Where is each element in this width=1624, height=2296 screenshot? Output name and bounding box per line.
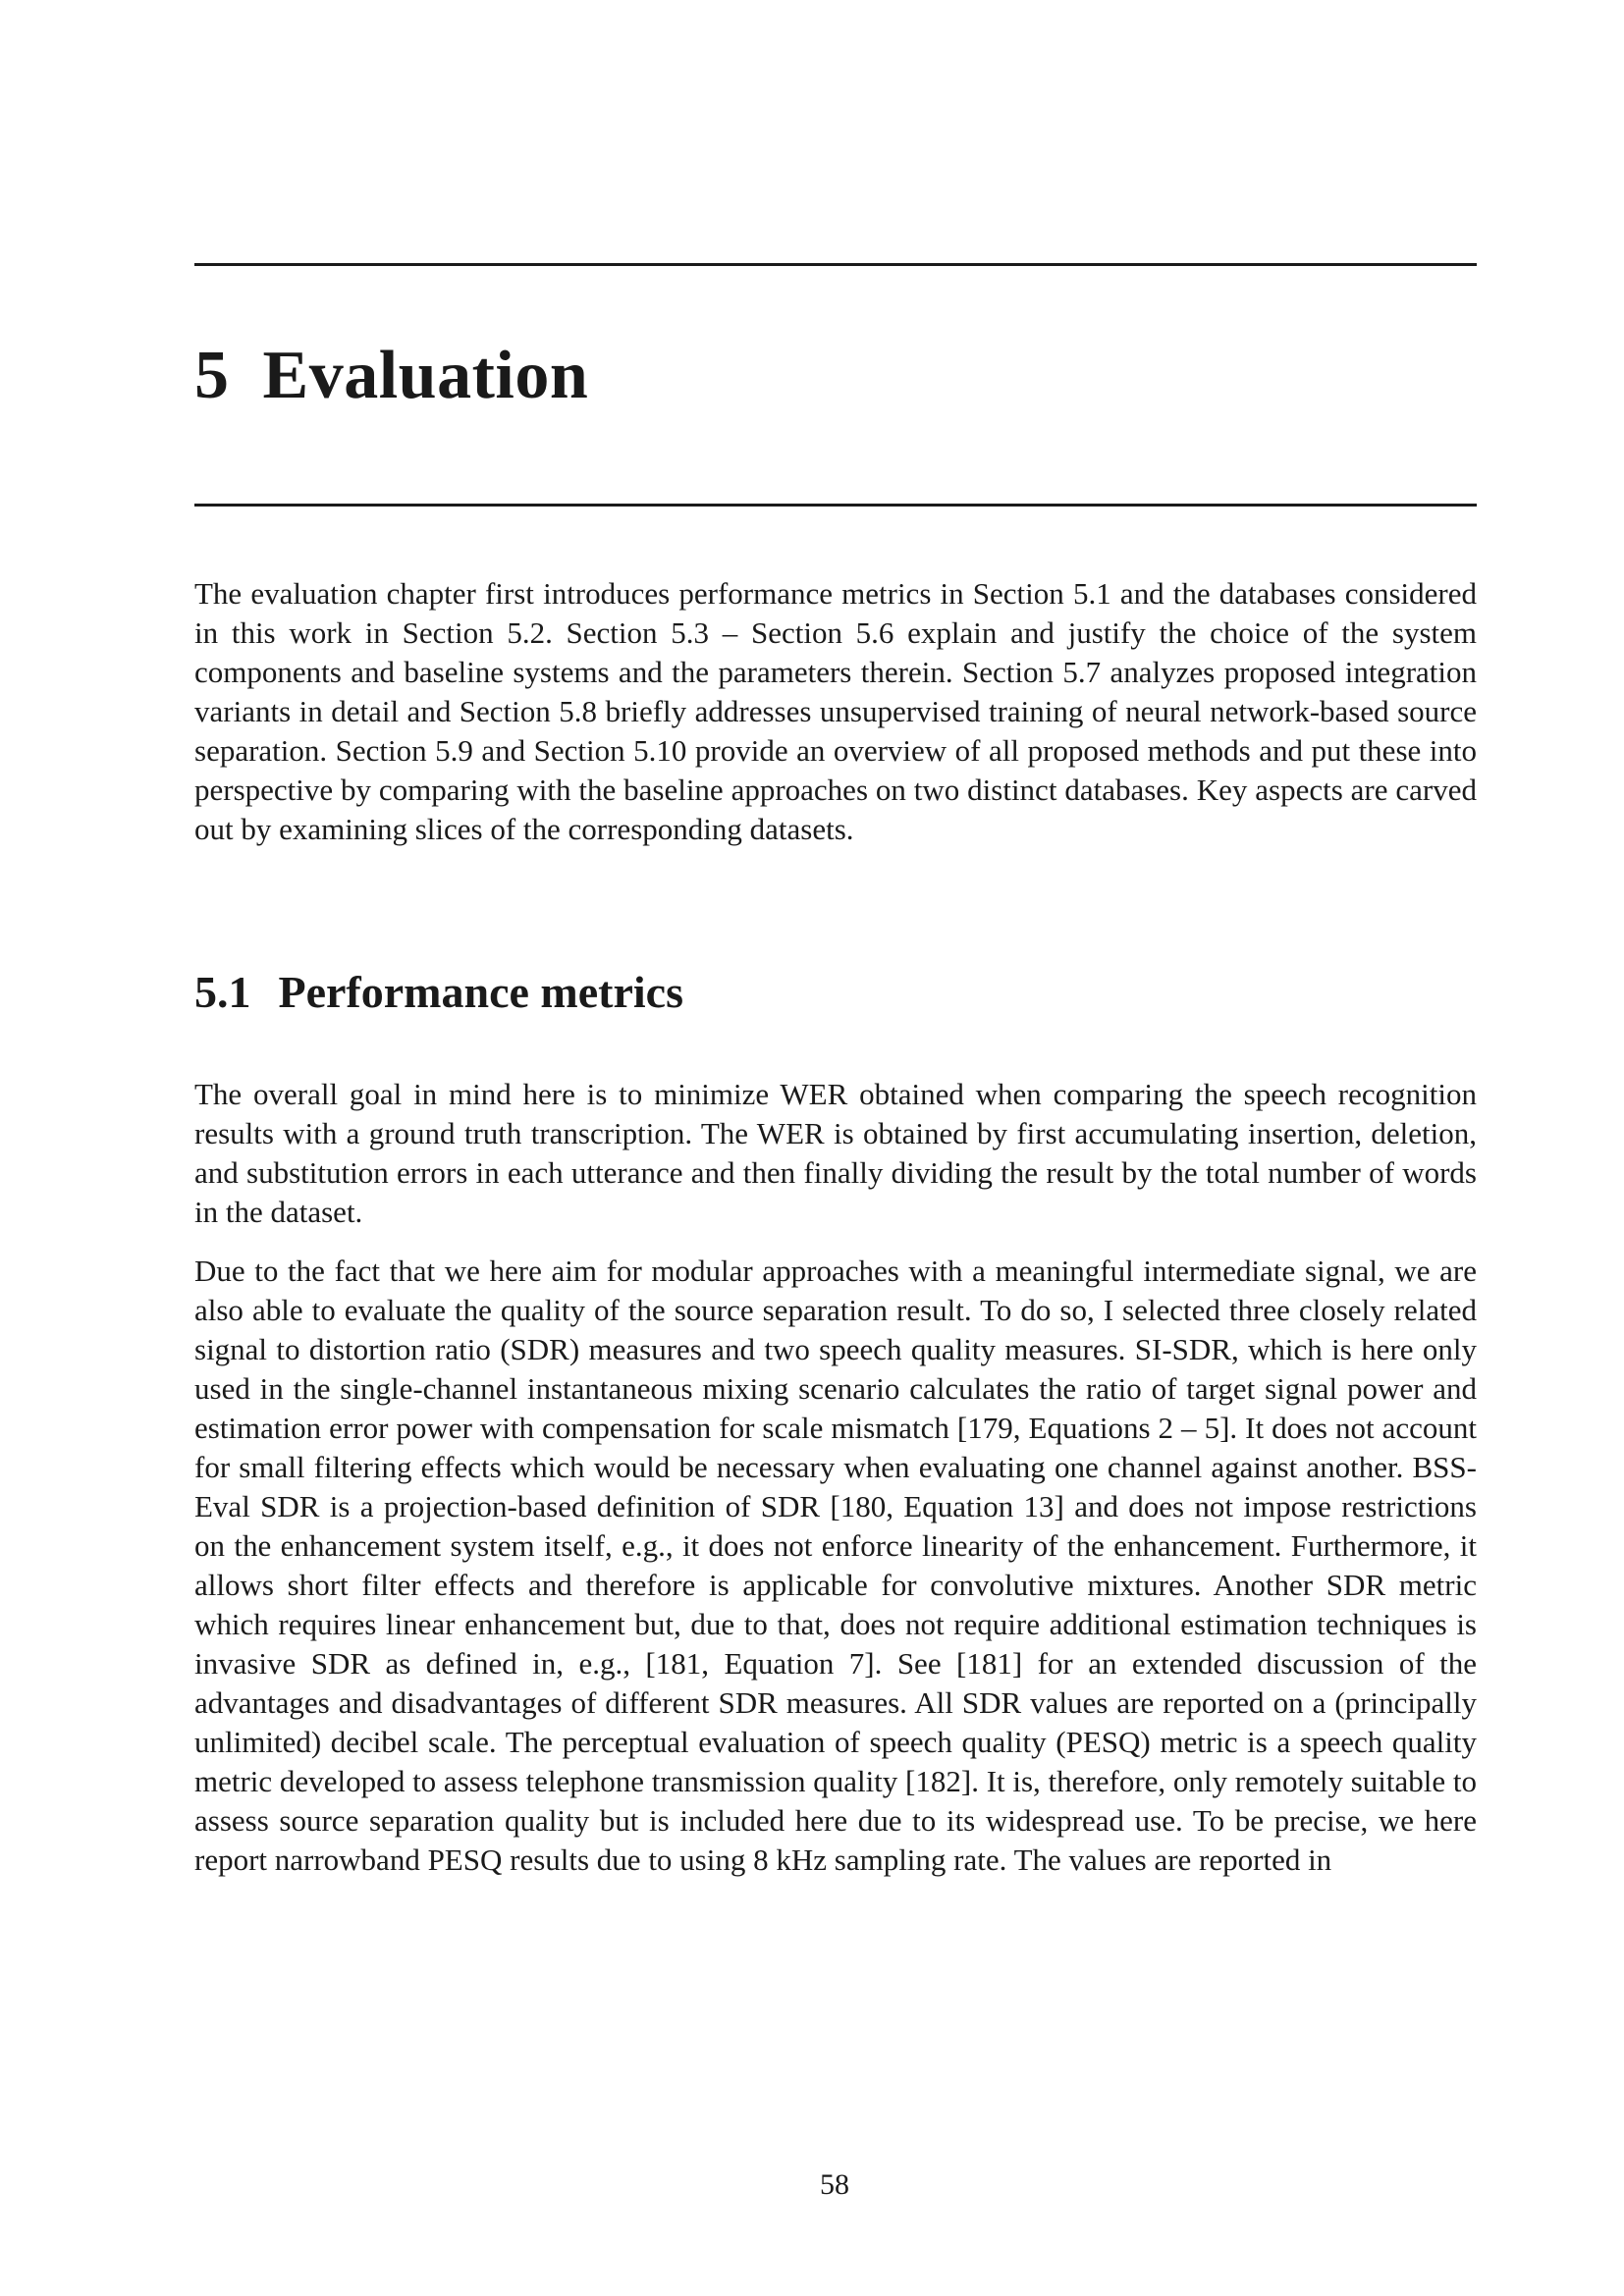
section-number: 5.1 — [194, 967, 251, 1017]
page-number: 58 — [820, 2168, 849, 2201]
chapter-top-rule — [194, 263, 1477, 266]
metrics-paragraph-wer: The overall goal in mind here is to minimize WER obtained when comparing the speech recognition results with a ground truth transcription. The WER is obtained by first accumulating insertion, deletion, and substitution errors in each utterance and then finally dividing the result by the total number of words in the dataset. — [194, 1077, 1477, 1229]
section-title-text: Performance metrics — [278, 967, 683, 1017]
metrics-paragraph-sdr: Due to the fact that we here aim for modular approaches with a meaningful intermediate signal, we are also able to evaluate the quality of the source separation result. To do so, I selected three closely related signal to distortion ratio (SDR) measures and two speech quality measures. SI-SDR, which is here only used in the single-channel instantaneous mixing scenario calculates the ratio of target signal power and estimation error power with compensation for scale mismatch [179, Equations 2 – 5]. It does not account for small filtering effects which would be necessary when evaluating one channel against another. BSS-Eval SDR is a projection-based definition of SDR [180, Equation 13] and does not impose restrictions on the enhancement system itself, e.g., it does not enforce linearity of the enhancement. Furthermore, it allows short filter effects and therefore is applicable for convolutive mixtures. Another SDR metric which requires linear enhancement but, due to that, does not require additional estimation techniques is invasive SDR as defined in, e.g., [181, Equation 7]. See [181] for an extended discussion of the advantages and disadvantages of different SDR measures. All SDR values are reported on a (principally unlimited) decibel scale. The perceptual evaluation of speech quality (PESQ) metric is a speech quality metric developed to assess telephone transmission quality [182]. It is, therefore, only remotely suitable to assess source separation quality but is included here due to its widespread use. To be precise, we here report narrowband PESQ results due to using 8 kHz sampling rate. The values are reported in — [194, 1254, 1477, 1877]
section-heading — [194, 967, 683, 1017]
chapter-bottom-rule — [194, 504, 1477, 507]
chapter-title — [194, 338, 589, 413]
chapter-number: 5 — [194, 338, 230, 413]
chapter-title-text: Evaluation — [262, 338, 589, 413]
intro-paragraph: The evaluation chapter first introduces performance metrics in Section 5.1 and the databases considered in this work in Section 5.2. Section 5.3 – Section 5.6 explain and justify the choice of the system components and baseline systems and the parameters therein. Section 5.7 analyzes proposed integration variants in detail and Section 5.8 briefly addresses unsupervised training of neural network-based source separation. Section 5.9 and Section 5.10 provide an overview of all proposed methods and put these into perspective by comparing with the baseline approaches on two distinct databases. Key aspects are carved out by examining slices of the corresponding datasets. — [194, 576, 1477, 846]
